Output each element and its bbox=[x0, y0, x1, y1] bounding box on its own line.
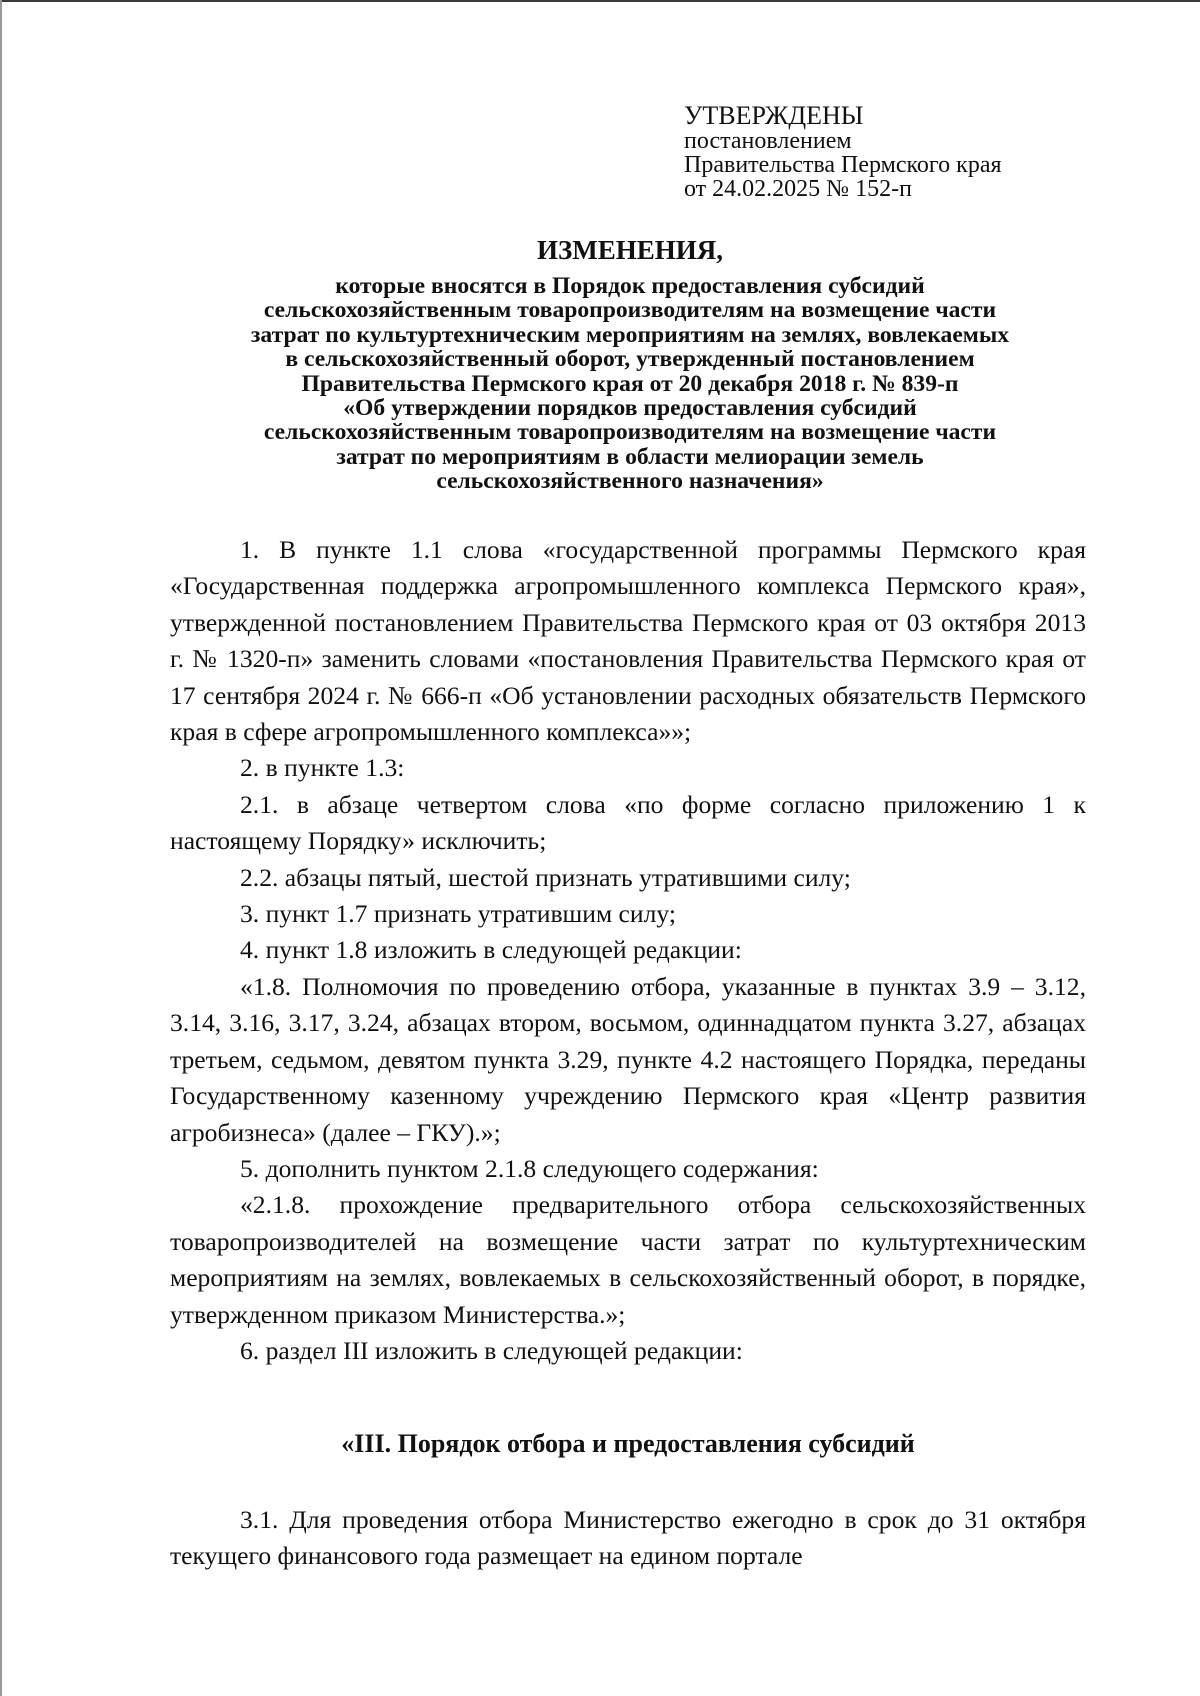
section-heading: «III. Порядок отбора и предоставления субсидий bbox=[341, 1429, 915, 1458]
paragraph: «1.8. Полномочия по проведению отбора, указанные в пунктах 3.9 – 3.12, 3.14, 3.16, 3.17, 3.24, абзацах втором, восьмом, одиннадцатом пункта 3.27, абзацах третьем, седьмом, девятом пункта 3.29, пункте 4.2 настоящего Порядка, переданы Государственному казенному учреждению Пермского края «Центр развития агробизнеса» (далее – ГКУ).»; bbox=[170, 971, 1086, 1147]
paragraph: 2.2. абзацы пятый, шестой признать утратившими силу; bbox=[240, 862, 851, 892]
paragraph: «2.1.8. прохождение предварительного отбора сельскохозяйственных товаропроизводителей на возмещение части затрат по культуртехническим мероприятиям на землях, вовлекаемых в сельскохозяйственный оборот, в порядке, утвержденном приказом Министерства.»; bbox=[170, 1190, 1086, 1329]
subtitle-line: сельскохозяйственным товаропроизводителям на возмещение части bbox=[263, 419, 997, 446]
approval-line: постановлением bbox=[684, 128, 852, 154]
paragraph: 6. раздел III изложить в следующей редакции: bbox=[240, 1335, 743, 1365]
amendments-body bbox=[170, 532, 1086, 1369]
subtitle-line: которые вносятся в Порядок предоставления субсидий bbox=[335, 273, 925, 299]
scan-left-edge bbox=[0, 0, 2, 1696]
subtitle-line: сельскохозяйственным товаропроизводителям на возмещение части bbox=[263, 297, 997, 324]
approval-stamp-block bbox=[684, 102, 1104, 201]
scan-top-edge bbox=[0, 0, 1200, 2]
paragraph: 5. дополнить пунктом 2.1.8 следующего содержания: bbox=[240, 1153, 819, 1183]
document-subtitle bbox=[170, 274, 1090, 494]
approval-line: Правительства Пермского края bbox=[684, 152, 1002, 178]
paragraph: 4. пункт 1.8 изложить в следующей редакции: bbox=[240, 935, 742, 965]
subtitle-line: «Об утверждении порядков предоставления субсидий bbox=[343, 395, 917, 422]
subtitle-line: затрат по культуртехническим мероприятиям на землях, вовлекаемых bbox=[250, 321, 1010, 348]
paragraph: 2.1. в абзаце четвертом слова «по форме согласно приложению 1 к настоящему Порядку» исключить; bbox=[170, 789, 1086, 856]
subtitle-line: затрат по мероприятиям в области мелиорации земель bbox=[336, 443, 924, 470]
approval-line: от 24.02.2025 № 152-п bbox=[684, 176, 912, 202]
subtitle-line: сельскохозяйственного назначения» bbox=[436, 468, 824, 495]
paragraph: 3.1. Для проведения отбора Министерство ежегодно в срок до 31 октября текущего финансового года размещает на едином портале bbox=[170, 1505, 1086, 1571]
paragraph: 1. В пункте 1.1 слова «государственной программы Пермского края «Государственная поддержка агропромышленного комплекса Пермского края», утвержденной постановлением Правительства Пермского края от 03 октября 2013 г. № 1320-п» заменить словами «постановления Правительства Пермского края от 17 сентября 2024 г. № 666-п «Об установлении расходных обязательств Пермского края в сфере агропромышленного комплекса»»; bbox=[170, 535, 1086, 747]
section-body bbox=[170, 1502, 1086, 1575]
paragraph: 2. в пункте 1.3: bbox=[240, 753, 405, 783]
subtitle-line: в сельскохозяйственный оборот, утвержденный постановлением bbox=[285, 346, 975, 373]
paragraph: 3. пункт 1.7 признать утратившим силу; bbox=[240, 899, 676, 929]
approval-heading: УТВЕРЖДЕНЫ bbox=[684, 101, 864, 130]
subtitle-line: Правительства Пермского края от 20 декабря 2018 г. № 839-п bbox=[301, 370, 959, 397]
document-title: ИЗМЕНЕНИЯ, bbox=[536, 235, 723, 265]
